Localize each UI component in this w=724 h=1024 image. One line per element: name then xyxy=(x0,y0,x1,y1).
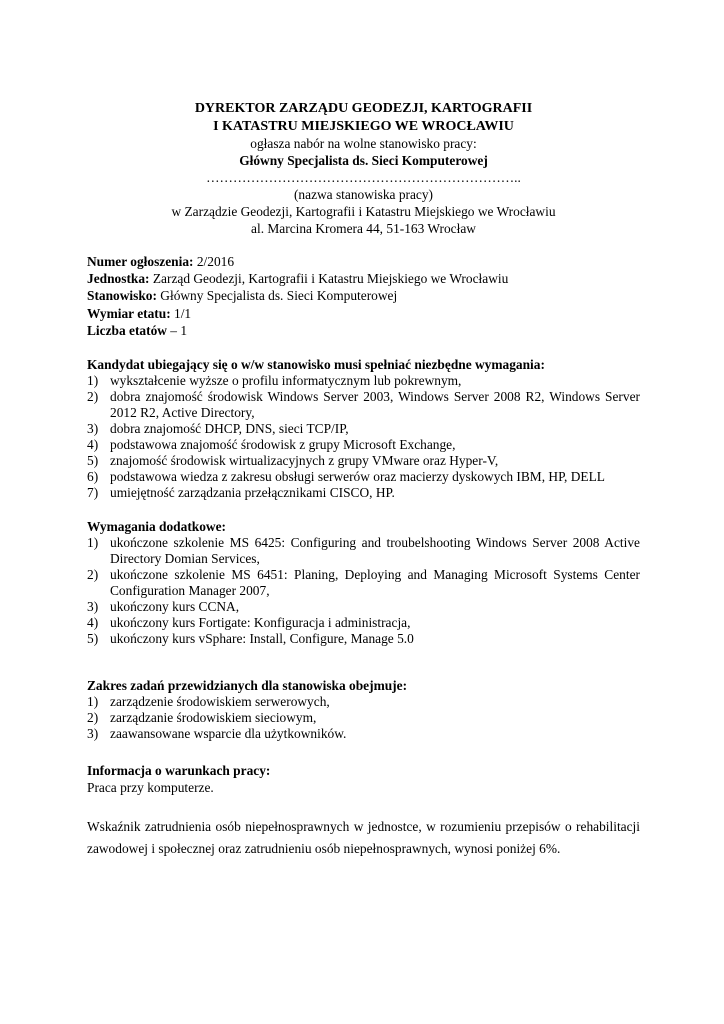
list-number: 4) xyxy=(87,615,99,631)
meta-count-label: Liczba etatów xyxy=(87,322,167,338)
meta-fte xyxy=(87,305,640,322)
list-text: ukończone szkolenie MS 6425: Configuring and troubelshooting Windows Server 2008 Active Directory Domian Services, xyxy=(110,535,640,567)
list-number: 2) xyxy=(87,567,99,583)
required-heading: Kandydat ubiegający się o w/w stanowisko musi spełniać niezbędne wymagania: xyxy=(87,357,545,373)
list-text: dobra znajomość DHCP, DNS, sieci TCP/IP, xyxy=(110,421,349,437)
list-number: 3) xyxy=(87,726,99,742)
meta-unit-label: Jednostka: xyxy=(87,271,150,287)
list-number: 2) xyxy=(87,389,99,405)
list-item xyxy=(87,373,640,389)
list-number: 5) xyxy=(87,631,99,647)
meta-post xyxy=(87,287,640,304)
list-text: dobra znajomość środowisk Windows Server 2003, Windows Server 2008 R2, Windows Server 2012 R2, Active Directory, xyxy=(110,389,640,421)
list-item xyxy=(87,421,640,437)
list-number: 1) xyxy=(87,535,99,551)
list-text: znajomość środowisk wirtualizacyjnych z grupy VMware oraz Hyper-V, xyxy=(110,453,499,469)
meta-number-value: 2/2016 xyxy=(193,254,235,269)
position-title: Główny Specjalista ds. Sieci Komputerowej xyxy=(239,153,488,168)
list-text: podstawowa wiedza z zakresu obsługi serwerów oraz macierzy dyskowych IBM, HP, DELL xyxy=(110,469,605,485)
list-text: zaawansowane wsparcie dla użytkowników. xyxy=(110,726,347,742)
list-number: 4) xyxy=(87,437,99,453)
list-text: zarządzanie środowiskiem sieciowym, xyxy=(110,710,317,726)
meta-post-label: Stanowisko: xyxy=(87,288,157,304)
header-title-line2: I KATASTRU MIEJSKIEGO WE WROCŁAWIU xyxy=(213,118,514,134)
list-number: 2) xyxy=(87,710,99,726)
meta-post-value: Główny Specjalista ds. Sieci Komputerowej xyxy=(156,288,398,304)
list-item xyxy=(87,694,640,710)
list-item xyxy=(87,485,640,501)
meta-number xyxy=(87,253,640,270)
list-number: 1) xyxy=(87,373,99,389)
list-item xyxy=(87,726,640,742)
required-list xyxy=(87,373,640,501)
employment-paragraph: Wskaźnik zatrudnienia osób niepełnosprawnych w jednostce, w rozumieniu przepisów o rehabilitacji zawodowej i społecznej oraz zatrudnieniu osób niepełnosprawnych, wynosi poniżej 6%. xyxy=(87,819,640,857)
header-announcement: ogłasza nabór na wolne stanowisko pracy: xyxy=(250,136,477,151)
meta-fte-label: Wymiar etatu: xyxy=(87,305,171,321)
meta-unit xyxy=(87,270,640,287)
meta-count xyxy=(87,322,640,339)
list-text: ukończone szkolenie MS 6451: Planing, Deploying and Managing Microsoft Systems Center Configuration Manager 2007, xyxy=(110,567,640,599)
list-item xyxy=(87,469,640,485)
list-text: ukończony kurs vSphare: Install, Configure, Manage 5.0 xyxy=(110,631,414,647)
list-number: 5) xyxy=(87,453,99,469)
list-text: ukończony kurs CCNA, xyxy=(110,599,240,615)
list-item xyxy=(87,615,640,631)
list-text: umiejętność zarządzania przełącznikami CISCO, HP. xyxy=(110,485,395,501)
tasks-heading: Zakres zadań przewidzianych dla stanowiska obejmuje: xyxy=(87,678,408,694)
list-item xyxy=(87,437,640,453)
list-item xyxy=(87,389,640,421)
list-text: ukończony kurs Fortigate: Konfiguracja i administracja, xyxy=(110,615,411,631)
list-number: 1) xyxy=(87,694,99,710)
header-title-line1: DYREKTOR ZARZĄDU GEODEZJI, KARTOGRAFII xyxy=(194,101,533,116)
conditions-heading: Informacja o warunkach pracy: xyxy=(87,763,271,779)
list-text: zarządzenie środowiskiem serwerowych, xyxy=(110,694,330,710)
list-text: podstawowa znajomość środowisk z grupy Microsoft Exchange, xyxy=(110,437,456,453)
meta-count-value: – 1 xyxy=(166,322,188,338)
meta-unit-value: Zarząd Geodezji, Kartografii i Katastru Miejskiego we Wrocławiu xyxy=(149,271,509,287)
list-item xyxy=(87,535,640,567)
list-number: 6) xyxy=(87,469,99,485)
organization-line: w Zarządzie Geodezji, Kartografii i Katastru Miejskiego we Wrocławiu xyxy=(171,204,556,219)
list-item xyxy=(87,710,640,726)
address-line: al. Marcina Kromera 44, 51-163 Wrocław xyxy=(251,221,476,236)
document-page xyxy=(87,100,640,860)
tasks-list xyxy=(87,694,640,742)
header-block xyxy=(87,100,640,237)
list-item xyxy=(87,567,640,599)
conditions-text: Praca przy komputerze. xyxy=(87,780,214,796)
meta-number-label: Numer ogłoszenia: xyxy=(87,254,194,269)
additional-list xyxy=(87,535,640,647)
list-text: wykształcenie wyższe o profilu informatycznym lub pokrewnym, xyxy=(110,373,462,389)
additional-heading: Wymagania dodatkowe: xyxy=(87,519,226,535)
list-number: 3) xyxy=(87,421,99,437)
list-item xyxy=(87,599,640,615)
list-item xyxy=(87,453,640,469)
list-number: 3) xyxy=(87,599,99,615)
dotted-line: …………………………………………………………….. xyxy=(206,170,521,185)
position-note: (nazwa stanowiska pracy) xyxy=(293,187,434,202)
list-item xyxy=(87,631,640,647)
list-number: 7) xyxy=(87,485,99,501)
announcement-meta xyxy=(87,253,640,339)
meta-fte-value: 1/1 xyxy=(170,305,192,321)
